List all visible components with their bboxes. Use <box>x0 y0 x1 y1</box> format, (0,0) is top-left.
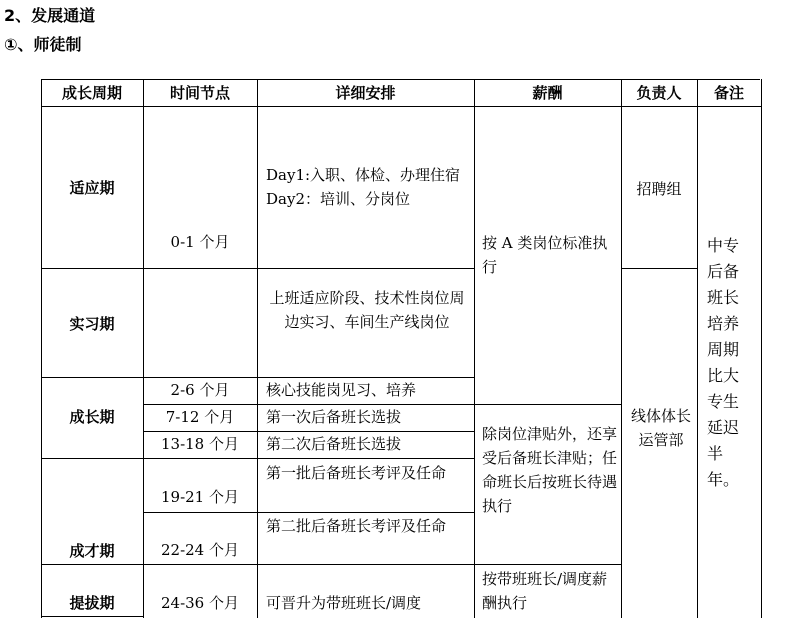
time-node: 13-18 个月 <box>160 435 239 453</box>
time-node: 24-36 个月 <box>160 594 239 612</box>
time-node: 2-6 个月 <box>170 381 230 399</box>
cycle-label: 实习期 <box>69 315 115 333</box>
arrangement-cell: 第二次后备班长选拔 <box>266 435 402 453</box>
section-heading: 2、发展通道 <box>4 6 96 25</box>
table-divider <box>41 268 257 269</box>
salary-cell: 按 A 类岗位标准执行 <box>482 234 608 276</box>
owner-cell: 线体体长 运管部 <box>631 407 692 449</box>
remark-cell: 中专后备班长培养周期比大专生延迟半年。 <box>707 236 740 489</box>
table-divider <box>761 79 762 618</box>
time-node: 0-1 个月 <box>170 233 230 251</box>
arrangement-cell: 上班适应阶段、技术性岗位周边实习、车间生产线岗位 <box>269 289 465 331</box>
arrangement-cell: 第二批后备班长考评及任命 <box>266 517 447 535</box>
header-cell: 时间节点 <box>169 84 230 102</box>
time-node: 22-24 个月 <box>160 541 239 559</box>
cycle-label: 成才期 <box>69 542 115 560</box>
cycle-label: 成长期 <box>69 408 115 426</box>
time-node: 7-12 个月 <box>165 408 235 426</box>
arrangement-cell: 核心技能岗见习、培养 <box>266 381 417 399</box>
arrangement-cell: 第一批后备班长考评及任命 <box>266 464 447 482</box>
table-divider <box>41 458 474 459</box>
table-divider <box>697 79 698 618</box>
header-cell: 详细安排 <box>335 84 396 102</box>
table-divider <box>257 79 258 618</box>
table-divider <box>41 616 143 617</box>
header-cell: 成长周期 <box>61 84 122 102</box>
header-cell: 负责人 <box>636 84 682 102</box>
table-divider <box>143 512 474 513</box>
subsection-heading: ①、师徒制 <box>4 35 82 54</box>
arrangement-cell: 可晋升为带班班长/调度 <box>266 594 422 612</box>
table-divider <box>621 79 622 618</box>
arrangement-cell: 第一次后备班长选拔 <box>266 408 402 426</box>
header-cell: 备注 <box>713 84 744 102</box>
arrangement-cell: Day1:入职、体检、办理住宿 Day2：培训、分岗位 <box>266 166 461 208</box>
table-divider <box>474 79 475 618</box>
table-divider <box>41 564 621 565</box>
salary-cell: 除岗位津贴外，还享受后备班长津贴；任命班长后按班长待遇执行 <box>482 425 618 515</box>
table-divider <box>621 268 697 269</box>
salary-cell: 按带班班长/调度薪酬执行 <box>482 570 608 612</box>
cycle-label: 适应期 <box>69 179 115 197</box>
time-node: 19-21 个月 <box>160 488 239 506</box>
table-divider <box>257 268 474 269</box>
header-cell: 薪酬 <box>532 84 563 102</box>
owner-cell: 招聘组 <box>636 180 682 198</box>
cycle-label: 提拔期 <box>69 594 115 612</box>
table-divider <box>41 106 761 107</box>
table-divider <box>41 79 42 618</box>
